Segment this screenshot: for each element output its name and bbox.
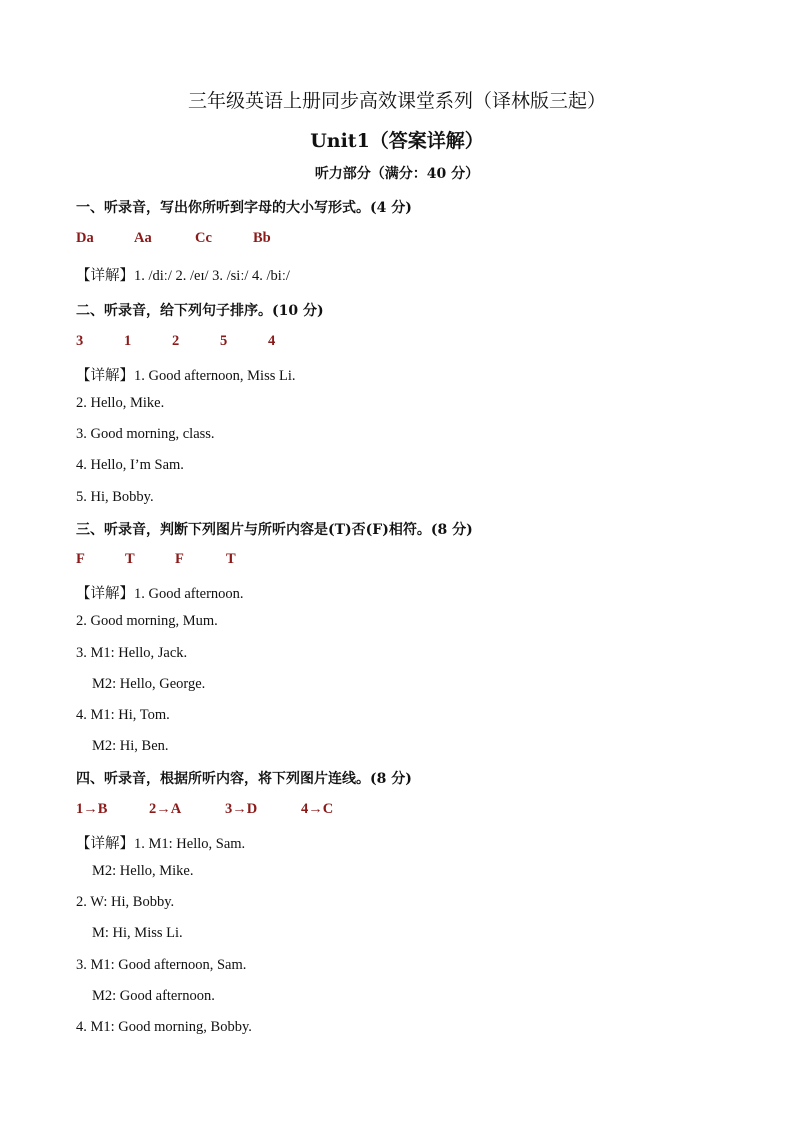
- q2-answer: 2: [172, 333, 180, 349]
- explain-line: M2: Hello, George.: [92, 676, 206, 692]
- explain-text: 1. /diː/ 2. /eɪ/ 3. /siː/ 4. /biː/: [134, 268, 290, 284]
- explain-line: M2: Hi, Ben.: [92, 738, 169, 754]
- q2-heading: 二、听录音，给下列句子排序。(10 分): [76, 303, 324, 319]
- explain-line: 5. Hi, Bobby.: [76, 489, 154, 505]
- q1-heading: 一、听录音，写出你所听到字母的大小写形式。(4 分): [76, 200, 412, 216]
- q4-explanation: [76, 832, 245, 853]
- q2-explanation: [76, 364, 296, 385]
- q1-explanation: [76, 264, 290, 285]
- section-title: 听力部分（满分：40 分）: [314, 166, 480, 182]
- q1-answer: Da: [76, 230, 94, 246]
- q2-answer: 4: [268, 333, 276, 349]
- explain-line: 2. Good morning, Mum.: [76, 613, 218, 629]
- q1-answers: [76, 230, 376, 250]
- explain-line: 1. Good afternoon, Miss Li.: [134, 368, 296, 384]
- q4-answers: [76, 801, 396, 821]
- q2-answer: 1: [124, 333, 132, 349]
- explain-label: 【详解】: [76, 836, 134, 852]
- explain-line: 2. W: Hi, Bobby.: [76, 894, 175, 910]
- q3-answer: T: [226, 551, 236, 567]
- q4-answer: 3→D: [225, 801, 258, 817]
- explain-line: 1. M1: Hello, Sam.: [134, 836, 246, 852]
- explain-line: M: Hi, Miss Li.: [92, 925, 183, 941]
- q2-answers: [76, 333, 376, 353]
- q4-answer: 2→A: [149, 801, 182, 817]
- explain-label: 【详解】: [76, 368, 134, 384]
- q4-heading: 四、听录音，根据所听内容，将下列图片连线。(8 分): [76, 771, 412, 787]
- explain-line: 1. Good afternoon.: [134, 586, 244, 602]
- q4-answer: 1→B: [76, 801, 108, 817]
- document-subtitle: Unit1（答案详解）: [310, 130, 484, 152]
- q2-answer: 5: [220, 333, 228, 349]
- q1-answer: Cc: [195, 230, 212, 246]
- explain-line: 2. Hello, Mike.: [76, 395, 165, 411]
- explain-label: 【详解】: [76, 268, 134, 284]
- explain-label: 【详解】: [76, 586, 134, 602]
- explain-line: 3. M1: Good afternoon, Sam.: [76, 957, 247, 973]
- q3-answer: T: [125, 551, 135, 567]
- q3-answer: F: [175, 551, 184, 567]
- explain-line: 4. Hello, I’m Sam.: [76, 457, 184, 473]
- explain-line: 4. M1: Hi, Tom.: [76, 707, 170, 723]
- explain-line: 4. M1: Good morning, Bobby.: [76, 1019, 252, 1035]
- q1-answer: Aa: [134, 230, 152, 246]
- q2-answer: 3: [76, 333, 84, 349]
- q3-explanation: [76, 582, 244, 603]
- explain-line: M2: Hello, Mike.: [92, 863, 194, 879]
- q3-heading: 三、听录音，判断下列图片与所听内容是(T)否(F)相符。(8 分): [76, 522, 473, 538]
- q4-answer: 4→C: [301, 801, 334, 817]
- explain-line: 3. Good morning, class.: [76, 426, 215, 442]
- explain-line: M2: Good afternoon.: [92, 988, 215, 1004]
- document-title: 三年级英语上册同步高效课堂系列（译林版三起）: [187, 90, 606, 112]
- q1-answer: Bb: [253, 230, 271, 246]
- explain-line: 3. M1: Hello, Jack.: [76, 645, 188, 661]
- q3-answer: F: [76, 551, 85, 567]
- q3-answers: [76, 551, 376, 571]
